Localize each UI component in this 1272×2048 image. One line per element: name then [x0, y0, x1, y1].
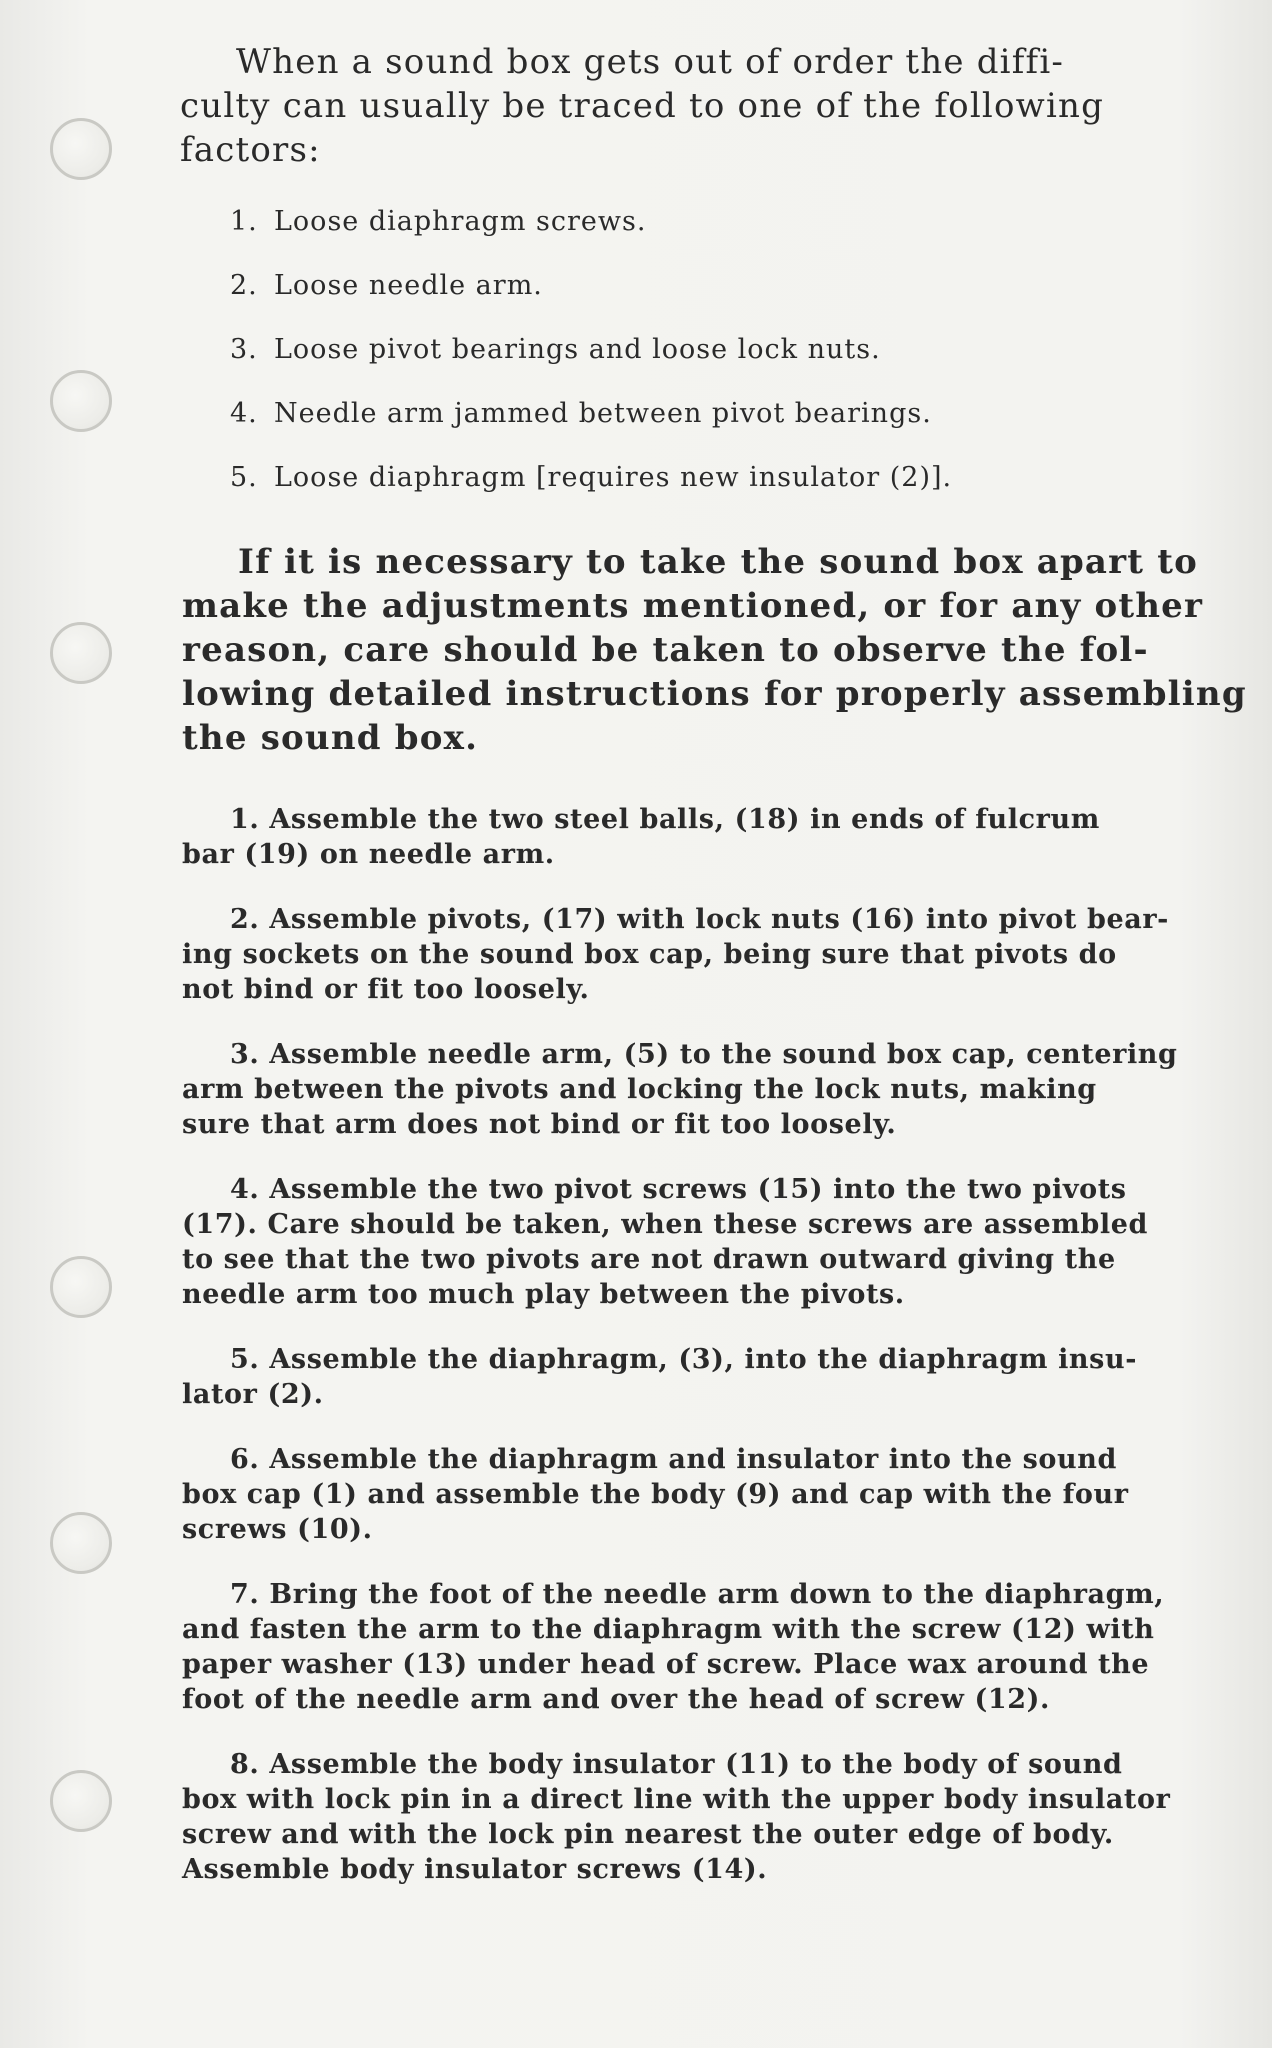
step-line: screws (10). — [182, 1514, 373, 1545]
factor-text: Loose diaphragm screws. — [274, 206, 647, 237]
warning-paragraph — [182, 540, 1247, 760]
step-line: 2. Assemble pivots, (17) with lock nuts (16) into pivot bear- — [230, 904, 1169, 935]
factor-text: Loose needle arm. — [274, 270, 543, 301]
assembly-step — [182, 1747, 1171, 1887]
assembly-step — [182, 1442, 1152, 1547]
binder-hole — [50, 622, 112, 684]
step-line: not bind or fit too loosely. — [182, 974, 590, 1005]
step-line: bar (19) on needle arm. — [182, 839, 555, 870]
assembly-step — [182, 1037, 1178, 1142]
factor-text: Needle arm jammed between pivot bearings. — [274, 398, 932, 429]
factor-number: 2. — [230, 270, 258, 301]
assembly-step — [182, 1342, 1152, 1412]
warning-line: the sound box. — [182, 718, 479, 758]
factor-item — [230, 458, 1130, 522]
step-line: 3. Assemble needle arm, (5) to the sound box cap, centering — [230, 1039, 1178, 1070]
step-line: arm between the pivots and locking the lock nuts, making — [182, 1074, 1097, 1105]
factor-list — [230, 202, 1130, 522]
step-line: 1. Assemble the two steel balls, (18) in ends of fulcrum — [230, 804, 1100, 835]
step-line: and fasten the arm to the diaphragm with the screw (12) with — [182, 1614, 1155, 1645]
factor-item — [230, 202, 1130, 266]
step-line: box with lock pin in a direct line with the upper body insulator — [182, 1784, 1171, 1815]
step-line: paper washer (13) under head of screw. Place wax around the — [182, 1649, 1150, 1680]
factor-number: 5. — [230, 462, 258, 493]
warning-line: lowing detailed instructions for properly assembling — [182, 674, 1247, 714]
step-line: foot of the needle arm and over the head of screw (12). — [182, 1684, 1050, 1715]
binder-hole — [50, 1512, 112, 1574]
step-line: sure that arm does not bind or fit too loosely. — [182, 1109, 897, 1140]
step-line: box cap (1) and assemble the body (9) and cap with the four — [182, 1479, 1129, 1510]
factor-text: Loose diaphragm [requires new insulator (2)]. — [274, 462, 953, 493]
intro-line: factors: — [180, 130, 321, 170]
binder-hole — [50, 118, 112, 180]
step-line: (17). Care should be taken, when these screws are assembled — [182, 1209, 1149, 1240]
step-line: screw and with the lock pin nearest the outer edge of body. — [182, 1819, 1114, 1850]
factor-text: Loose pivot bearings and loose lock nuts. — [274, 334, 881, 365]
intro-line: culty can usually be traced to one of the following — [180, 86, 1105, 126]
factor-item — [230, 394, 1130, 458]
warning-line: If it is necessary to take the sound box apart to — [238, 542, 1198, 582]
assembly-step — [182, 1577, 1165, 1717]
intro-paragraph — [180, 40, 1150, 172]
step-line: 5. Assemble the diaphragm, (3), into the diaphragm insu- — [230, 1344, 1137, 1375]
factor-number: 4. — [230, 398, 258, 429]
step-line: 7. Bring the foot of the needle arm down to the diaphragm, — [230, 1579, 1165, 1610]
warning-line: reason, care should be taken to observe the fol- — [182, 630, 1149, 670]
factor-number: 3. — [230, 334, 258, 365]
factor-item — [230, 266, 1130, 330]
step-line: Assemble body insulator screws (14). — [182, 1854, 768, 1885]
binder-hole — [50, 1256, 112, 1318]
assembly-step — [182, 802, 1152, 872]
intro-line: When a sound box gets out of order the diffi- — [236, 42, 1065, 82]
step-line: ing sockets on the sound box cap, being sure that pivots do — [182, 939, 1117, 970]
step-line: to see that the two pivots are not drawn outward giving the — [182, 1244, 1116, 1275]
binder-hole — [50, 1770, 112, 1832]
factor-item — [230, 330, 1130, 394]
factor-number: 1. — [230, 206, 258, 237]
step-line: 8. Assemble the body insulator (11) to the body of sound — [230, 1749, 1123, 1780]
assembly-steps — [182, 802, 1178, 1917]
assembly-step — [182, 1172, 1152, 1312]
warning-line: make the adjustments mentioned, or for any other — [182, 586, 1204, 626]
step-line: 4. Assemble the two pivot screws (15) into the two pivots — [230, 1174, 1127, 1205]
step-line: lator (2). — [182, 1379, 324, 1410]
step-line: needle arm too much play between the pivots. — [182, 1279, 905, 1310]
step-line: 6. Assemble the diaphragm and insulator into the sound — [230, 1444, 1117, 1475]
binder-hole — [50, 370, 112, 432]
assembly-step — [182, 902, 1169, 1007]
